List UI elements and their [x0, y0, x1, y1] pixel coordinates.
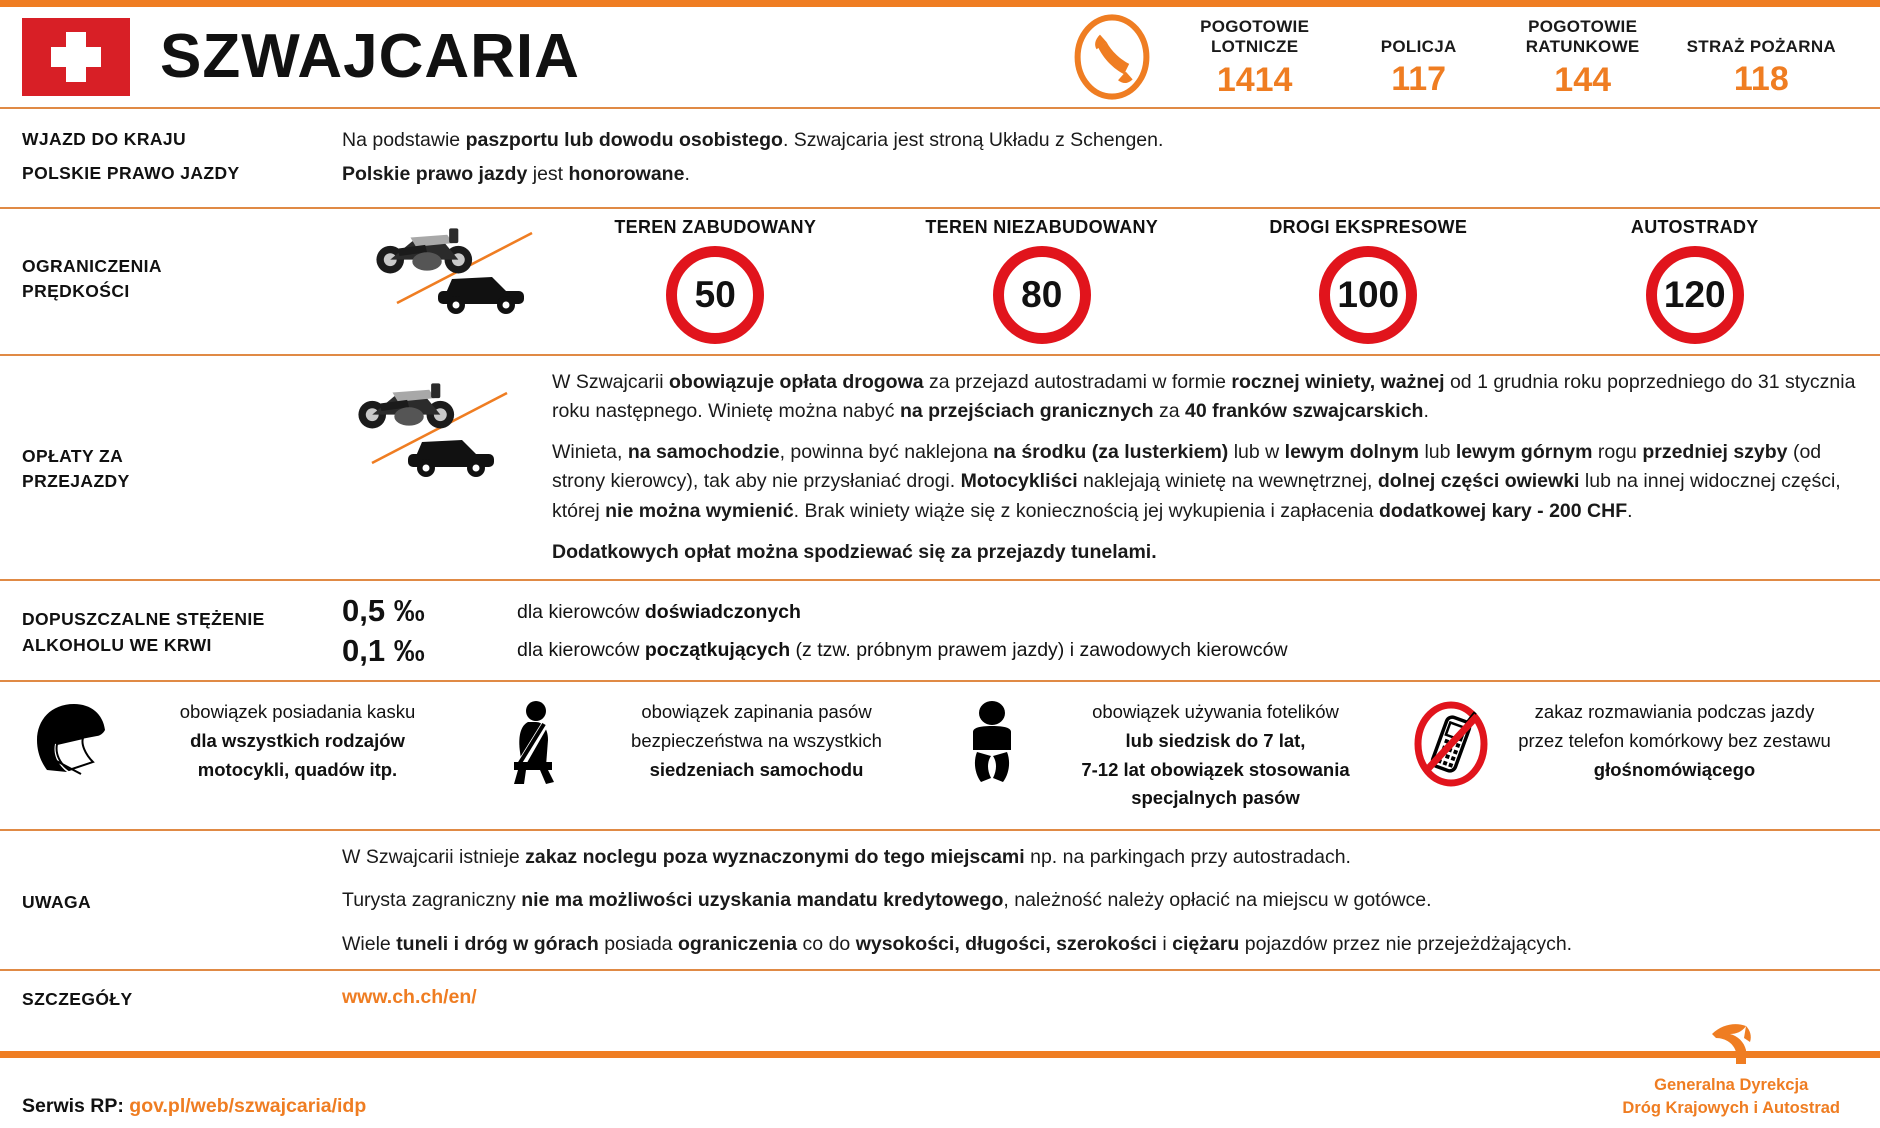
t-bold: paszportu lub dowodu osobistego: [465, 129, 783, 151]
speed-sign-built-up: [552, 217, 879, 344]
t: . Brak winiety wiąże się z koniecznością jej wykupienia i zapłacenia: [793, 499, 1379, 522]
t: lub w: [1228, 441, 1285, 463]
details-section: [0, 971, 1880, 1016]
safety-line-2: przez telefon komórkowy bez zestawu: [1518, 730, 1831, 752]
speed-caption: DROGI EKSPRESOWE: [1269, 216, 1468, 237]
safety-line-3: motocykli, quadów itp.: [197, 758, 398, 780]
toll-label-l2: PRZEJAZDY: [22, 471, 130, 492]
safety-line-1: zakaz rozmawiania podczas jazdy: [1534, 701, 1815, 723]
alcohol-label-l1: DOPUSZCZALNE STĘŻENIE: [22, 609, 265, 630]
speed-sign-value: 100: [1319, 246, 1417, 344]
t: rogu: [1592, 441, 1643, 463]
speed-sign-value: 50: [666, 246, 764, 344]
safety-text-no-phone: [1497, 696, 1852, 784]
entry-label-country: WJAZD DO KRAJU: [22, 129, 187, 149]
t: co do: [797, 932, 856, 955]
entry-text-country: [342, 126, 1163, 155]
t-bold: tuneli i dróg w górach: [396, 932, 599, 955]
alcohol-value-experienced: 0,5 ‰: [342, 593, 425, 628]
safety-line-2: lub siedzisk do 7 lat,: [1125, 730, 1306, 752]
entry-text-license: [342, 160, 690, 189]
emergency-number: 118: [1733, 60, 1789, 99]
t: za: [1153, 399, 1185, 422]
swiss-flag-icon: [22, 18, 130, 96]
gddkia-line-2: Dróg Krajowych i Autostrad: [1622, 1098, 1840, 1117]
toll-label: [22, 440, 130, 495]
safety-item-child-seat: [940, 696, 1399, 813]
safety-line-3: 7-12 lat obowiązek stosowania: [1081, 758, 1350, 780]
vehicle-icons-toll: [342, 368, 552, 488]
gddkia-eagle-icon: [1702, 1022, 1760, 1068]
emergency-number: 144: [1554, 60, 1612, 99]
helmet-icon: [31, 700, 117, 780]
safety-line-3: siedzeniach samochodu: [649, 758, 864, 780]
alcohol-values: [342, 591, 517, 670]
header: [0, 7, 1880, 107]
t: , należność należy opłacić na miejscu w gotówce.: [1003, 889, 1432, 912]
t: pojazdów przez nie przejeżdżających.: [1239, 932, 1573, 955]
emergency-number: 117: [1391, 60, 1447, 99]
serwis-link[interactable]: gov.pl/web/szwajcaria/idp: [129, 1095, 367, 1118]
emergency-item-fire: [1665, 18, 1858, 97]
t: W Szwajcarii istnieje: [342, 846, 526, 869]
t: .: [1423, 399, 1429, 422]
safety-section: [0, 682, 1880, 829]
emergency-label-l1: POGOTOWIE: [1200, 17, 1310, 37]
details-link[interactable]: www.ch.ch/en/: [342, 985, 477, 1008]
emergency-item-police: [1337, 18, 1501, 97]
entry-row-country: [22, 126, 1858, 155]
t-bold: Motocykliści: [960, 470, 1078, 493]
toll-section: [0, 356, 1880, 580]
t: posiada: [598, 932, 678, 955]
t-bold: 40 franków szwajcarskich: [1185, 399, 1424, 422]
t-bold: na środku (za lusterkiem): [993, 441, 1229, 463]
speed-label-block: [22, 215, 342, 344]
serwis-rp: [22, 1095, 366, 1118]
motorcycle-and-car-icons: [342, 368, 552, 488]
child-seat-icon: [959, 700, 1025, 786]
alcohol-section: [0, 581, 1880, 680]
speed-caption: TEREN ZABUDOWANY: [614, 216, 817, 237]
vehicle-icons-speed: [342, 215, 552, 325]
t-bold: zakaz noclegu poza wyznaczonymi do tego miejscami: [525, 846, 1025, 869]
speed-sign-value: 120: [1646, 246, 1744, 344]
t-bold: na przejściach granicznych: [899, 399, 1154, 422]
alcohol-value-novice: 0,1 ‰: [342, 632, 425, 668]
t: W Szwajcarii: [552, 370, 670, 393]
t-bold: na samochodzie: [627, 441, 780, 463]
t: od 1 grudnia roku poprzedniego do 31 stycznia roku następnego. Winietę można nabyć: [552, 370, 1856, 422]
t-bold: honorowane: [568, 163, 685, 186]
speed-sign-non-built-up: [879, 217, 1206, 344]
emergency-item-ambulance: [1501, 17, 1665, 99]
speed-sign-value: 80: [993, 246, 1091, 344]
phone-icon: [1069, 14, 1155, 100]
t-bold: nie można wymienić: [605, 499, 794, 522]
child-seat-icon-wrap: [946, 696, 1038, 786]
safety-item-no-phone: [1399, 696, 1858, 788]
t: naklejają winietę na wewnętrznej,: [1077, 470, 1378, 493]
t: Winieta,: [552, 441, 628, 463]
emergency-numbers: [1069, 14, 1858, 100]
toll-paragraph-2: [552, 438, 1858, 526]
t-bold: ciężaru: [1172, 932, 1240, 955]
alcohol-label-l2: ALKOHOLU WE KRWI: [22, 634, 212, 655]
t: np. na parkingach przy autostradach.: [1024, 846, 1351, 869]
speed-caption: TEREN NIEZABUDOWANY: [925, 216, 1159, 237]
t: za przejazd autostradami w formie: [923, 370, 1232, 393]
emergency-label-l1: POGOTOWIE: [1528, 17, 1638, 37]
emergency-label-l2: RATUNKOWE: [1525, 37, 1640, 56]
t: dla kierowców: [517, 600, 645, 623]
t: .: [684, 163, 690, 186]
car-icon: [408, 440, 494, 477]
speed-sign-expressway: [1205, 217, 1532, 344]
emergency-number: 1414: [1216, 60, 1293, 99]
t-bold: lewym dolnym: [1284, 441, 1420, 463]
t: Wiele: [342, 932, 397, 955]
notice-text: [342, 843, 1858, 959]
toll-paragraph-3: [552, 538, 1858, 567]
toll-label-block: [22, 368, 342, 568]
safety-item-seatbelt: [481, 696, 940, 786]
toll-paragraph-1: [552, 368, 1858, 427]
emergency-item-air-rescue: [1173, 17, 1337, 99]
t-bold: doświadczonych: [644, 600, 801, 623]
safety-line-2: dla wszystkich rodzajów: [190, 730, 405, 752]
entry-section: [0, 109, 1880, 207]
t: jest: [527, 163, 569, 186]
motorcycle-and-car-icons: [342, 215, 552, 325]
t: .: [1627, 499, 1633, 522]
speed-label-l2: PRĘDKOŚCI: [22, 281, 130, 301]
t-bold: obowiązuje opłata drogowa: [669, 370, 924, 393]
notice-paragraph-2: [342, 886, 1858, 915]
notice-paragraph-3: [342, 930, 1858, 959]
helmet-icon-wrap: [28, 696, 120, 780]
notice-label: UWAGA: [22, 892, 92, 913]
safety-line-1: obowiązek posiadania kasku: [179, 701, 416, 723]
toll-text: [552, 368, 1858, 568]
t-bold: wysokości, długości, szerokości: [855, 932, 1157, 955]
speed-caption: AUTOSTRADY: [1630, 216, 1759, 237]
t: i: [1156, 932, 1173, 955]
notice-paragraph-1: [342, 843, 1858, 872]
car-icon: [438, 277, 524, 314]
t: Na podstawie: [342, 129, 466, 151]
gddkia-logo: [1622, 1022, 1858, 1118]
t-bold: Polskie prawo jazdy: [342, 163, 528, 186]
t: lub: [1419, 441, 1456, 463]
safety-line-1: obowiązek zapinania pasów: [641, 701, 872, 723]
seatbelt-icon: [498, 700, 568, 786]
t: lub na innej widocznej części, której: [552, 470, 1841, 522]
speed-label-l1: OGRANICZENIA: [22, 255, 162, 276]
toll-label-l1: OPŁATY ZA: [22, 445, 124, 466]
entry-label-license: POLSKIE PRAWO JAZDY: [22, 163, 240, 184]
alcohol-label: [22, 603, 342, 658]
t-bold: ograniczenia: [677, 932, 798, 955]
serwis-label: Serwis RP:: [22, 1095, 124, 1118]
seatbelt-icon-wrap: [487, 696, 579, 786]
t-bold: rocznej winiety, ważnej: [1231, 370, 1445, 393]
safety-text-helmet: [120, 696, 475, 784]
no-mobile-phone-icon-wrap: [1405, 696, 1497, 788]
page-title: SZWAJCARIA: [160, 22, 580, 91]
gddkia-line-1: Generalna Dyrekcja: [1654, 1076, 1809, 1095]
t-bold: przedniej szyby: [1642, 441, 1788, 463]
t-bold: dodatkowej kary - 200 CHF: [1378, 499, 1628, 522]
speed-label: [22, 254, 162, 305]
alcohol-desc-novice: [517, 631, 1858, 669]
safety-text-seatbelt: [579, 696, 934, 784]
motorcycle-icon: [376, 228, 472, 273]
notice-section: [0, 831, 1880, 969]
safety-line-2: bezpieczeństwa na wszystkich: [631, 730, 882, 752]
alcohol-descriptions: [517, 593, 1858, 669]
t: . Szwajcaria jest stroną Układu z Schengen.: [782, 129, 1164, 151]
alcohol-desc-experienced: [517, 593, 1858, 631]
t: , powinna być naklejona: [779, 441, 994, 463]
emergency-label-l1: STRAŻ POŻARNA: [1686, 36, 1836, 56]
safety-line-1: obowiązek używania fotelików: [1092, 701, 1339, 723]
t-bold: początkujących: [644, 638, 791, 661]
no-mobile-phone-icon: [1407, 700, 1495, 788]
t-bold: lewym górnym: [1455, 441, 1593, 463]
speed-sign-motorway: [1532, 217, 1859, 344]
safety-text-child-seat: [1038, 696, 1393, 813]
speed-signs: [552, 215, 1858, 344]
t: dla kierowców: [517, 638, 645, 661]
safety-line-3: głośnomówiącego: [1593, 758, 1756, 780]
t-bold: nie ma możliwości uzyskania mandatu kredytowego: [521, 889, 1004, 912]
t: (od strony kierowcy), tak aby nie przysłaniać drogi.: [552, 441, 1822, 493]
details-label: SZCZEGÓŁY: [22, 988, 133, 1009]
t-bold: dolnej części owiewki: [1377, 470, 1580, 493]
emergency-label-l2: LOTNICZE: [1210, 37, 1299, 56]
emergency-label-l1: POLICJA: [1380, 36, 1457, 56]
t: (z tzw. próbnym prawem jazdy) i zawodowych kierowców: [790, 638, 1288, 661]
footer: [0, 1016, 1880, 1128]
entry-row-license: [22, 160, 1858, 189]
speed-limits-section: [0, 209, 1880, 354]
t-bold: Dodatkowych opłat można spodziewać się za przejazdy tunelami.: [552, 540, 1157, 563]
t: Turysta zagraniczny: [342, 889, 522, 912]
motorcycle-icon: [358, 383, 454, 428]
safety-item-helmet: [22, 696, 481, 784]
safety-line-4: specjalnych pasów: [1131, 787, 1300, 809]
